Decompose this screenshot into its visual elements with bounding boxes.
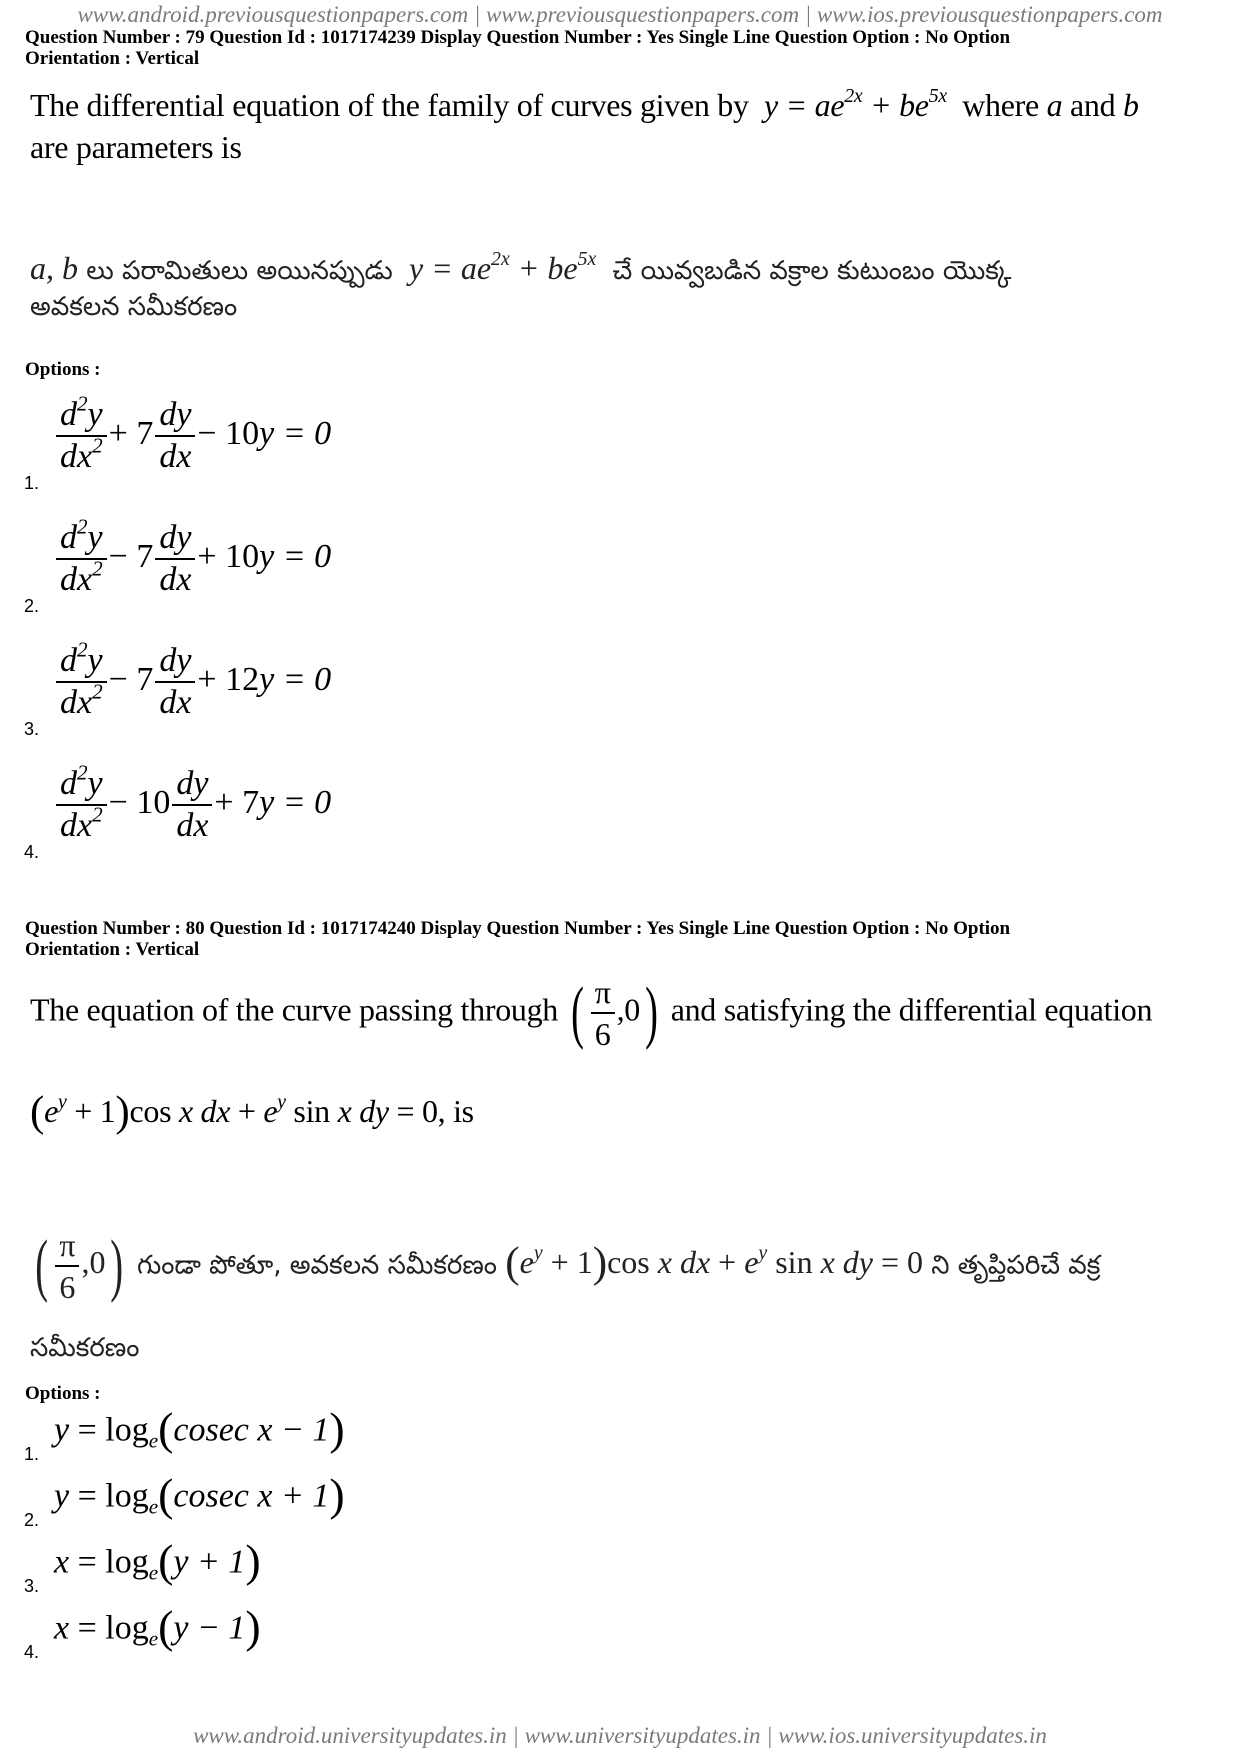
prompt-end: and satisfying the differential equation: [670, 991, 1153, 1028]
prompt-line2: are parameters is: [30, 129, 242, 165]
telugu-mid: గుండా పోతూ, అవకలన సమీకరణం: [137, 1250, 497, 1281]
zero: 0: [624, 991, 640, 1028]
question-80-prompt: The equation of the curve passing through ( $\frac{\pi}{6}$ ,0) and satisfying the differential equation: [30, 974, 1153, 1052]
question-80-telugu: ( $\frac{\pi}{6}$ ,0) గుండా పోతూ, అవకలన సమీకరణం $(e^y + 1)\cos$ x dx + $e^y$ sin x dy = 0 ని తృప్తిపరిచే వక్ర: [35, 1227, 1101, 1305]
header-line1: Question Number : 79 Question Id : 1017174239 Display Question Number : Yes Single Line Question Option : No Option: [25, 27, 1011, 48]
arg: cosec x + 1: [173, 1477, 330, 1515]
option-number: 2.: [24, 1510, 40, 1530]
rhs: y = 0: [259, 783, 332, 821]
lhs: x: [54, 1609, 70, 1647]
header-line2: Orientation : Vertical: [25, 939, 200, 960]
watermark-bottom: www.android.universityupdates.in | www.universityupdates.in | www.ios.universityupdates.in: [193, 1723, 1047, 1748]
option-number: 1.: [24, 1444, 40, 1464]
header-line1: Question Number : 80 Question Id : 1017174240 Display Question Number : Yes Single Line Question Option : No Option: [25, 918, 1011, 939]
question-79-telugu: [30, 250, 1011, 325]
prompt-where: where: [962, 87, 1039, 123]
option-number: 4.: [24, 1642, 40, 1662]
op2: + 10: [197, 537, 260, 575]
op2: − 10: [197, 414, 260, 452]
pi: π: [591, 972, 615, 1014]
telugu-end: ని తృప్తిపరిచే వక్ర: [931, 1250, 1101, 1281]
zero: 0: [89, 1244, 106, 1281]
six: 6: [594, 1016, 611, 1052]
telugu-line1a: లు పరామితులు అయినప్పుడు: [86, 256, 393, 286]
op1: − 10: [108, 783, 171, 821]
telugu-line2: అవకలన సమీకరణం: [30, 292, 238, 322]
op2: + 7: [214, 783, 260, 821]
prompt-start: The equation of the curve passing through: [30, 991, 558, 1028]
option-number: 4.: [24, 842, 40, 862]
arg: y + 1: [173, 1543, 246, 1581]
prompt-is: , is: [437, 1093, 474, 1129]
header-line2: Orientation : Vertical: [25, 48, 200, 69]
arg: y − 1: [173, 1609, 246, 1647]
op1: − 7: [108, 537, 154, 575]
question-79-prompt: [30, 84, 1139, 168]
question-79-header: [25, 27, 1205, 69]
prompt-b: b: [1123, 87, 1139, 123]
option-number: 2.: [24, 596, 40, 616]
prompt-text: The differential equation of the family of curves given by: [30, 87, 749, 123]
arg: cosec x − 1: [173, 1411, 330, 1449]
rhs: y = 0: [259, 414, 332, 452]
option-number: 3.: [24, 719, 40, 739]
question-80-header: [25, 918, 1205, 960]
op2: + 12: [197, 660, 260, 698]
lhs: y: [54, 1477, 70, 1515]
rhs: y = 0: [259, 537, 332, 575]
prompt-and: and: [1070, 87, 1116, 123]
telugu-line1b: చే యివ్వబడిన వక్రాల కుటుంబం యొక్క: [612, 256, 1012, 286]
telugu-curve-equation: $y = ae^{2x} + be^{5x}$: [401, 248, 597, 286]
op1: + 7: [108, 414, 154, 452]
lhs: x: [54, 1543, 70, 1581]
options-label: Options :: [25, 1383, 101, 1404]
options-label: Options :: [25, 359, 101, 380]
prompt-a: a: [1046, 87, 1063, 123]
watermark-top: www.android.previousquestionpapers.com | www.previousquestionpapers.com | www.ios.previousquestionpapers.com: [77, 2, 1163, 27]
telugu-ab: a, b: [30, 250, 78, 286]
six: 6: [59, 1269, 76, 1305]
question-80-telugu-line2: సమీకరణం: [30, 1333, 140, 1363]
op1: − 7: [108, 660, 154, 698]
question-80-equation: $(e^y + 1)\cos$ x dx + $e^y$ sin x dy = 0, is: [30, 1088, 474, 1136]
pi: π: [55, 1225, 79, 1267]
lhs: y: [54, 1411, 70, 1449]
rhs: y = 0: [259, 660, 332, 698]
option-number: 3.: [24, 1576, 40, 1596]
option-number: 1.: [24, 473, 40, 493]
curve-equation: $y = ae^{2x} + be^{5x}$: [756, 85, 947, 123]
